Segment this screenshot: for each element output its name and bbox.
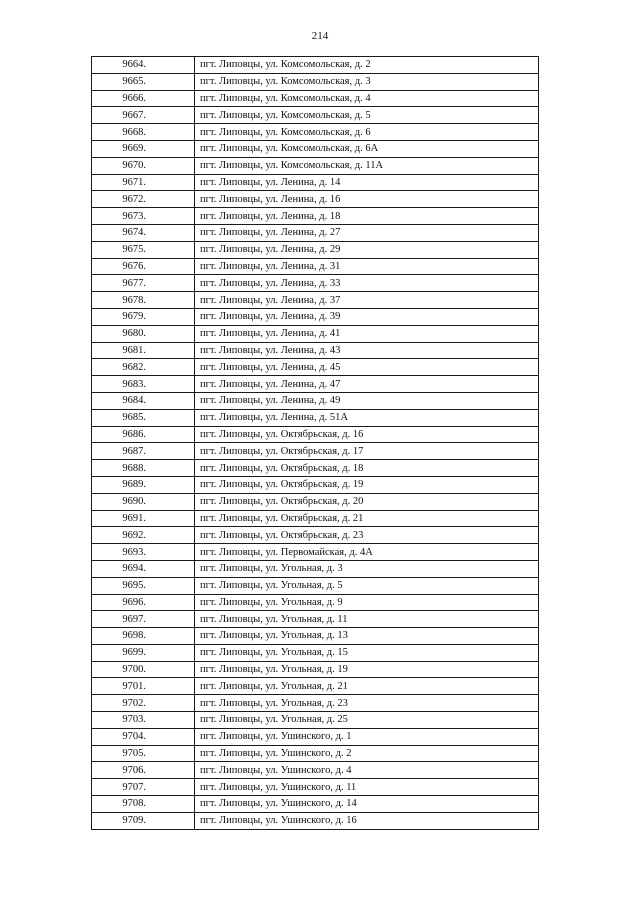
table-row: [92, 762, 539, 779]
table-row: [92, 376, 539, 393]
table-row: [92, 712, 539, 729]
row-address: пгт. Липовцы, ул. Октябрьская, д. 20: [195, 493, 539, 510]
row-number: 9696.: [92, 594, 195, 611]
row-number: 9700.: [92, 661, 195, 678]
row-number: 9691.: [92, 510, 195, 527]
row-number: 9682.: [92, 359, 195, 376]
row-address: пгт. Липовцы, ул. Октябрьская, д. 17: [195, 443, 539, 460]
row-number: 9676.: [92, 258, 195, 275]
table-row: [92, 224, 539, 241]
table-row: [92, 476, 539, 493]
table-row: [92, 812, 539, 829]
table-row: [92, 426, 539, 443]
table-row: [92, 577, 539, 594]
table-row: [92, 527, 539, 544]
table-row: [92, 796, 539, 813]
table-row: [92, 560, 539, 577]
row-address: пгт. Липовцы, ул. Ленина, д. 49: [195, 392, 539, 409]
table-row: [92, 544, 539, 561]
row-number: 9708.: [92, 796, 195, 813]
row-address: пгт. Липовцы, ул. Ленина, д. 37: [195, 292, 539, 309]
row-number: 9698.: [92, 628, 195, 645]
row-number: 9667.: [92, 107, 195, 124]
table-row: [92, 157, 539, 174]
table-row: [92, 90, 539, 107]
row-number: 9668.: [92, 124, 195, 141]
row-address: пгт. Липовцы, ул. Октябрьская, д. 18: [195, 460, 539, 477]
row-number: 9665.: [92, 73, 195, 90]
row-number: 9705.: [92, 745, 195, 762]
table-row: [92, 308, 539, 325]
table-row: [92, 241, 539, 258]
table-row: [92, 644, 539, 661]
row-address: пгт. Липовцы, ул. Ленина, д. 47: [195, 376, 539, 393]
row-address: пгт. Липовцы, ул. Угольная, д. 23: [195, 695, 539, 712]
table-row: [92, 443, 539, 460]
row-address: пгт. Липовцы, ул. Угольная, д. 9: [195, 594, 539, 611]
row-address: пгт. Липовцы, ул. Ленина, д. 16: [195, 191, 539, 208]
row-number: 9681.: [92, 342, 195, 359]
table-row: [92, 510, 539, 527]
row-number: 9686.: [92, 426, 195, 443]
row-address: пгт. Липовцы, ул. Ушинского, д. 16: [195, 812, 539, 829]
row-address: пгт. Липовцы, ул. Комсомольская, д. 2: [195, 57, 539, 74]
row-address: пгт. Липовцы, ул. Ленина, д. 14: [195, 174, 539, 191]
row-number: 9684.: [92, 392, 195, 409]
row-number: 9680.: [92, 325, 195, 342]
row-number: 9709.: [92, 812, 195, 829]
row-address: пгт. Липовцы, ул. Ленина, д. 27: [195, 224, 539, 241]
row-number: 9694.: [92, 560, 195, 577]
table-row: [92, 342, 539, 359]
row-number: 9690.: [92, 493, 195, 510]
row-number: 9687.: [92, 443, 195, 460]
row-number: 9679.: [92, 308, 195, 325]
row-address: пгт. Липовцы, ул. Угольная, д. 25: [195, 712, 539, 729]
table-row: [92, 359, 539, 376]
row-number: 9706.: [92, 762, 195, 779]
row-number: 9677.: [92, 275, 195, 292]
row-number: 9675.: [92, 241, 195, 258]
table-row: [92, 124, 539, 141]
row-number: 9695.: [92, 577, 195, 594]
row-number: 9703.: [92, 712, 195, 729]
row-number: 9688.: [92, 460, 195, 477]
row-number: 9672.: [92, 191, 195, 208]
row-number: 9674.: [92, 224, 195, 241]
page-number: 214: [311, 30, 329, 42]
row-address: пгт. Липовцы, ул. Ленина, д. 33: [195, 275, 539, 292]
row-address: пгт. Липовцы, ул. Комсомольская, д. 11А: [195, 157, 539, 174]
row-address: пгт. Липовцы, ул. Ушинского, д. 1: [195, 728, 539, 745]
table-row: [92, 779, 539, 796]
row-address: пгт. Липовцы, ул. Комсомольская, д. 5: [195, 107, 539, 124]
table-row: [92, 57, 539, 74]
row-number: 9683.: [92, 376, 195, 393]
row-address: пгт. Липовцы, ул. Октябрьская, д. 21: [195, 510, 539, 527]
row-number: 9685.: [92, 409, 195, 426]
row-number: 9671.: [92, 174, 195, 191]
row-address: пгт. Липовцы, ул. Ленина, д. 39: [195, 308, 539, 325]
row-number: 9692.: [92, 527, 195, 544]
table-row: [92, 409, 539, 426]
table-row: [92, 611, 539, 628]
table-row: [92, 728, 539, 745]
row-address: пгт. Липовцы, ул. Угольная, д. 3: [195, 560, 539, 577]
row-address: пгт. Липовцы, ул. Угольная, д. 13: [195, 628, 539, 645]
table-row: [92, 745, 539, 762]
row-address: пгт. Липовцы, ул. Ленина, д. 41: [195, 325, 539, 342]
row-number: 9678.: [92, 292, 195, 309]
row-address: пгт. Липовцы, ул. Ушинского, д. 4: [195, 762, 539, 779]
row-number: 9701.: [92, 678, 195, 695]
table-row: [92, 191, 539, 208]
address-table: [91, 56, 539, 830]
row-address: пгт. Липовцы, ул. Комсомольская, д. 4: [195, 90, 539, 107]
row-address: пгт. Липовцы, ул. Ушинского, д. 14: [195, 796, 539, 813]
row-number: 9693.: [92, 544, 195, 561]
row-address: пгт. Липовцы, ул. Угольная, д. 5: [195, 577, 539, 594]
row-address: пгт. Липовцы, ул. Первомайская, д. 4А: [195, 544, 539, 561]
row-number: 9704.: [92, 728, 195, 745]
row-address: пгт. Липовцы, ул. Октябрьская, д. 19: [195, 476, 539, 493]
table-row: [92, 460, 539, 477]
row-address: пгт. Липовцы, ул. Ушинского, д. 2: [195, 745, 539, 762]
table-row: [92, 661, 539, 678]
table-row: [92, 628, 539, 645]
table-row: [92, 73, 539, 90]
table-row: [92, 678, 539, 695]
table-row: [92, 208, 539, 225]
row-number: 9689.: [92, 476, 195, 493]
row-address: пгт. Липовцы, ул. Ленина, д. 29: [195, 241, 539, 258]
row-number: 9707.: [92, 779, 195, 796]
row-address: пгт. Липовцы, ул. Ушинского, д. 11: [195, 779, 539, 796]
row-number: 9666.: [92, 90, 195, 107]
row-address: пгт. Липовцы, ул. Ленина, д. 51А: [195, 409, 539, 426]
row-address: пгт. Липовцы, ул. Комсомольская, д. 6: [195, 124, 539, 141]
table-row: [92, 325, 539, 342]
row-address: пгт. Липовцы, ул. Ленина, д. 18: [195, 208, 539, 225]
row-number: 9702.: [92, 695, 195, 712]
row-address: пгт. Липовцы, ул. Ленина, д. 45: [195, 359, 539, 376]
row-number: 9670.: [92, 157, 195, 174]
table-row: [92, 258, 539, 275]
row-address: пгт. Липовцы, ул. Октябрьская, д. 16: [195, 426, 539, 443]
table-row: [92, 695, 539, 712]
address-table-body: [92, 57, 539, 830]
row-number: 9669.: [92, 140, 195, 157]
row-number: 9664.: [92, 57, 195, 74]
table-row: [92, 174, 539, 191]
row-number: 9699.: [92, 644, 195, 661]
table-row: [92, 594, 539, 611]
row-address: пгт. Липовцы, ул. Октябрьская, д. 23: [195, 527, 539, 544]
table-row: [92, 275, 539, 292]
table-row: [92, 392, 539, 409]
table-row: [92, 292, 539, 309]
table-row: [92, 140, 539, 157]
row-address: пгт. Липовцы, ул. Ленина, д. 43: [195, 342, 539, 359]
row-number: 9697.: [92, 611, 195, 628]
row-number: 9673.: [92, 208, 195, 225]
table-row: [92, 493, 539, 510]
row-address: пгт. Липовцы, ул. Угольная, д. 15: [195, 644, 539, 661]
row-address: пгт. Липовцы, ул. Угольная, д. 21: [195, 678, 539, 695]
row-address: пгт. Липовцы, ул. Угольная, д. 19: [195, 661, 539, 678]
row-address: пгт. Липовцы, ул. Комсомольская, д. 3: [195, 73, 539, 90]
row-address: пгт. Липовцы, ул. Комсомольская, д. 6А: [195, 140, 539, 157]
row-address: пгт. Липовцы, ул. Ленина, д. 31: [195, 258, 539, 275]
row-address: пгт. Липовцы, ул. Угольная, д. 11: [195, 611, 539, 628]
table-row: [92, 107, 539, 124]
